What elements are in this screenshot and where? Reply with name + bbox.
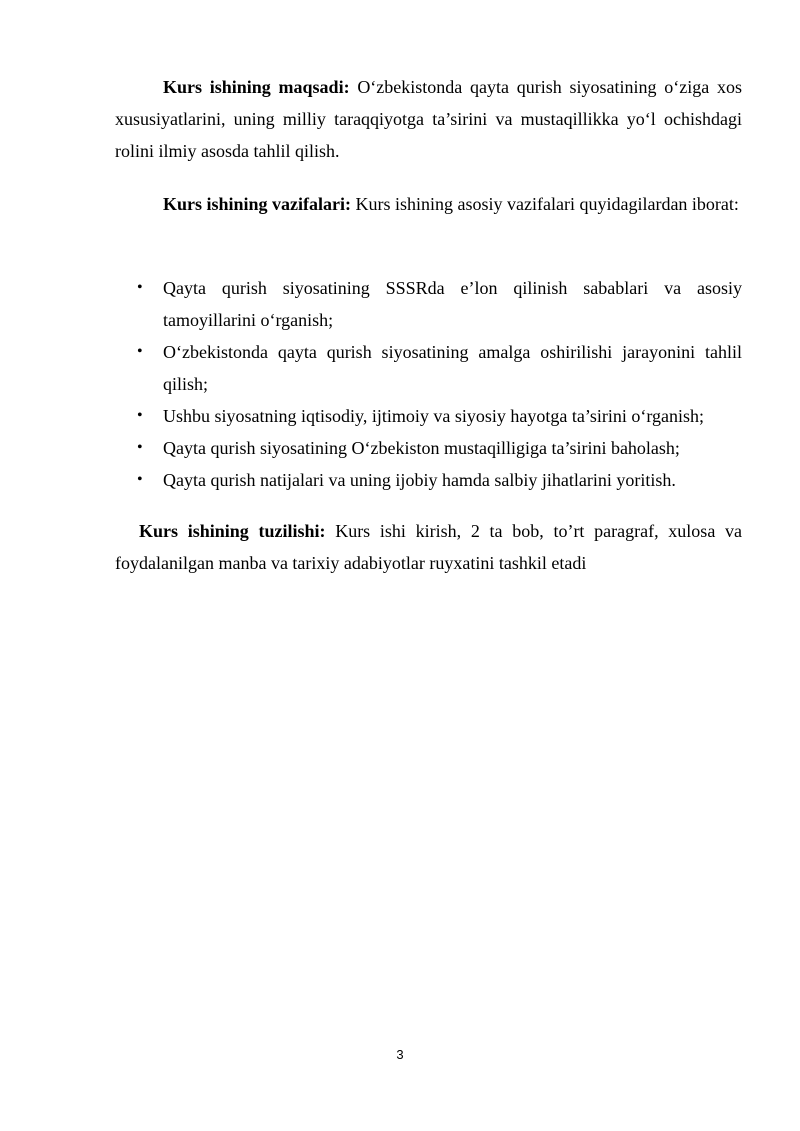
structure-paragraph [115, 515, 742, 579]
list-item [137, 464, 742, 496]
tasks-text: Kurs ishining asosiy vazifalari quyidagilardan iborat: [351, 194, 739, 214]
list-item-text: O‘zbekistonda qayta qurish siyosatining amalga oshirilishi jarayonini tahlil qilish; [163, 342, 742, 394]
list-item-text: Qayta qurish siyosatining O‘zbekiston mustaqilligiga ta’sirini baholash; [163, 438, 680, 458]
list-item [137, 432, 742, 464]
purpose-label: Kurs ishining maqsadi: [163, 77, 350, 97]
list-item [137, 400, 742, 432]
bullet-icon: • [137, 279, 143, 296]
tasks-paragraph [115, 188, 742, 220]
purpose-text: O‘zbekistonda qayta qurish siyosatining o‘ziga xos xususiyatlarini, uning milliy taraqqiyotga ta’sirini va mustaqillikka yo‘l ochishdagi rolini ilmiy asosda tahlil qilish. [115, 77, 742, 161]
structure-label: Kurs ishining tuzilishi: [139, 521, 326, 541]
bullet-icon: • [137, 471, 143, 488]
list-item [137, 272, 742, 336]
list-item [137, 336, 742, 400]
tasks-list [137, 272, 742, 496]
list-item-text: Qayta qurish siyosatining SSSRda e’lon qilinish sabablari va asosiy tamoyillarini o‘rganish; [163, 278, 742, 330]
list-item-text: Ushbu siyosatning iqtisodiy, ijtimoiy va siyosiy hayotga ta’sirini o‘rganish; [163, 406, 704, 426]
list-item-text: Qayta qurish natijalari va uning ijobiy hamda salbiy jihatlarini yoritish. [163, 470, 676, 490]
bullet-icon: • [137, 343, 143, 360]
purpose-paragraph [115, 71, 742, 167]
structure-text: Kurs ishi kirish, 2 ta bob, to’rt paragraf, xulosa va foydalanilgan manba va tarixiy adabiyotlar ruyxatini tashkil etadi [115, 521, 743, 573]
bullet-icon: • [137, 439, 143, 456]
bullet-icon: • [137, 407, 143, 424]
page-number: 3 [396, 1047, 404, 1062]
tasks-label: Kurs ishining vazifalari: [163, 194, 352, 214]
